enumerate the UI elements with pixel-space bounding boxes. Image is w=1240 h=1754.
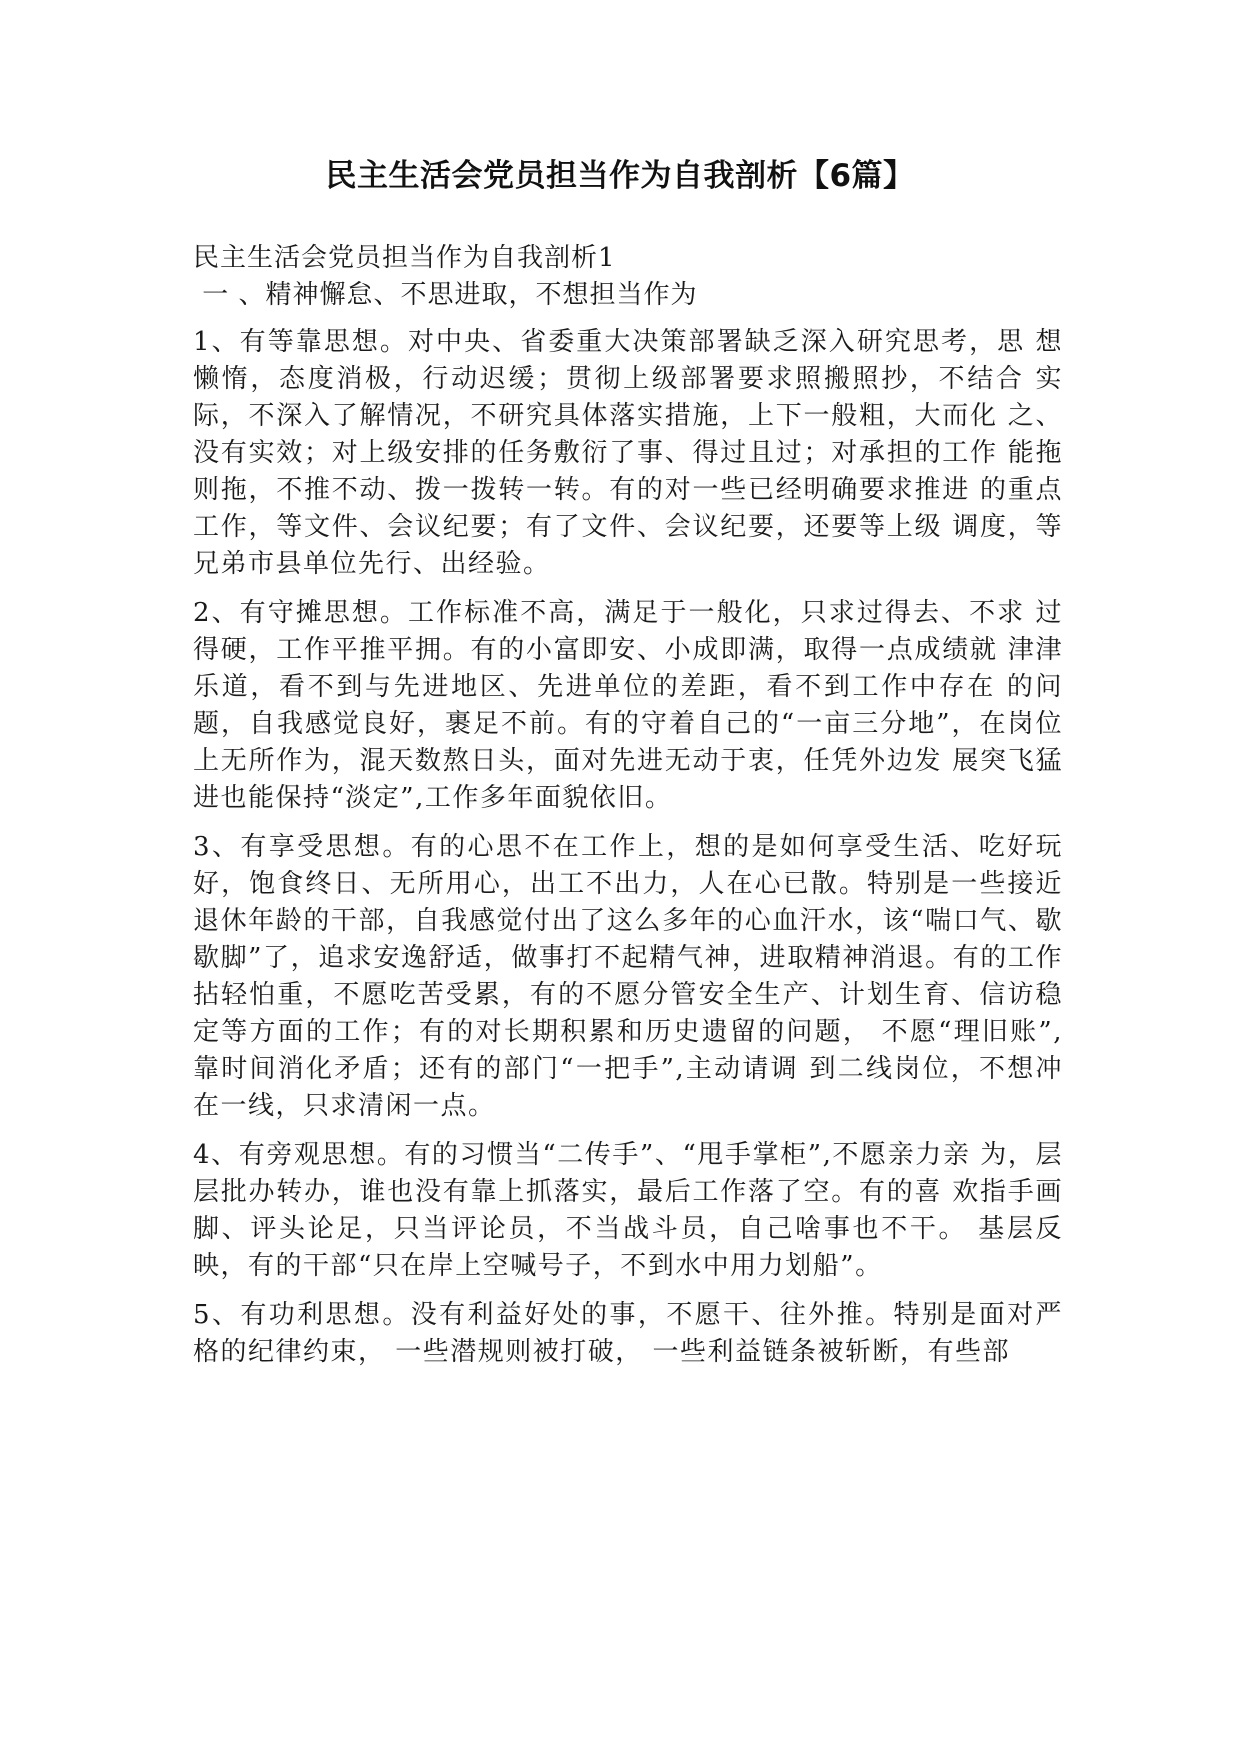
paragraph-5: 5、有功利思想。没有利益好处的事，不愿干、往外推。特别是面对严格的纪律约束， 一些潜规则被打破， 一些利益链条被斩断，有些部: [193, 1300, 1063, 1367]
article-subtitle: 民主生活会党员担当作为自我剖析1: [193, 243, 616, 273]
section-heading: 一 、精神懈怠、不思进取，不想担当作为: [193, 280, 698, 310]
paragraph-1: 1、有等靠思想。对中央、省委重大决策部署缺乏深入研究思考，思 想懒惰，态度消极，行动迟缓；贯彻上级部署要求照搬照抄，不结合 实际，不深入了解情况，不研究具体落实措施，上下一般粗，大而化 之、没有实效；对上级安排的任务敷衍了事、得过且过；对承担的工作 能拖则拖，不推不动、拨一拨转一转。有的对一些已经明确要求推进 的重点工作，等文件、会议纪要；有了文件、会议纪要，还要等上级 调度，等兄弟市县单位先行、出经验。: [193, 327, 1063, 579]
paragraph-3: 3、有享受思想。有的心思不在工作上，想的是如何享受生活、吃好玩好，饱食终日、无所用心，出工不出力，人在心已散。特别是一些接近退休年龄的干部，自我感觉付出了这么多年的心血汗水，该“喘口气、歇歇脚”了，追求安逸舒适，做事打不起精气神，进取精神消退。有的工作拈轻怕重，不愿吃苦受累，有的不愿分管安全生产、计划生育、信访稳定等方面的工作；有的对长期积累和历史遗留的问题， 不愿“理旧账”,靠时间消化矛盾；还有的部门“一把手”,主动请调 到二线岗位，不想冲在一线，只求清闲一点。: [193, 832, 1063, 1121]
document-body: [193, 240, 1063, 1383]
document-title: 民主生活会党员担当作为自我剖析【6篇】: [325, 158, 915, 194]
paragraph-4: 4、有旁观思想。有的习惯当“二传手”、“甩手掌柜”,不愿亲力亲 为，层层批办转办，谁也没有靠上抓落实，最后工作落了空。有的喜 欢指手画脚、评头论足，只当评论员，不当战斗员，自己啥事也不干。 基层反映，有的干部“只在岸上空喊号子，不到水中用力划船”。: [193, 1140, 1063, 1281]
paragraph-2: 2、有守摊思想。工作标准不高，满足于一般化，只求过得去、不求 过得硬，工作平推平拥。有的小富即安、小成即满，取得一点成绩就 津津乐道，看不到与先进地区、先进单位的差距，看不到工作中存在 的问题，自我感觉良好，裹足不前。有的守着自己的“一亩三分地”，在岗位上无所作为，混天数熬日头，面对先进无动于衷，任凭外边发 展突飞猛进也能保持“淡定”,工作多年面貌依旧。: [193, 598, 1063, 813]
